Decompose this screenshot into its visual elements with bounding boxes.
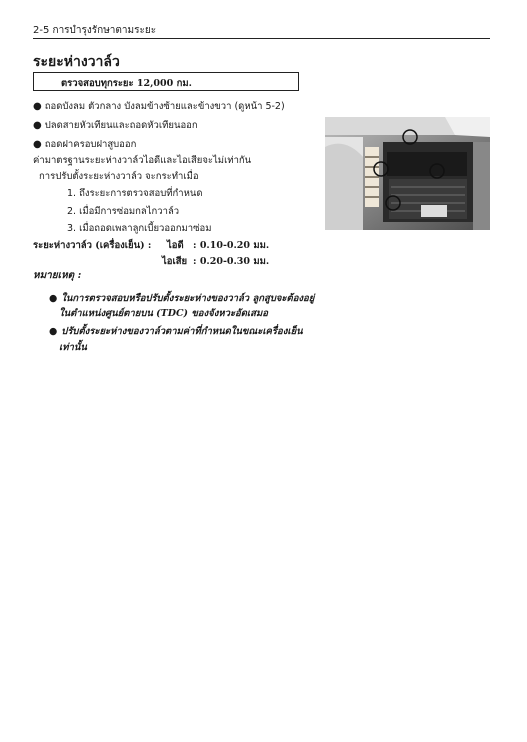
note-text-continued: ในตำแหน่งศูนย์ตายบน (TDC) ของจังหวะอัดเสมอ: [59, 308, 268, 319]
intake-label: ไอดี: [167, 240, 184, 251]
bullet-dot-icon: ●: [33, 139, 42, 150]
bullet-item: [33, 137, 136, 152]
engine-photo-illustration: [325, 117, 490, 230]
condition-step: 3. เมื่อถอดเพลาลูกเบี้ยวออกมาซ่อม: [67, 223, 212, 234]
note-text: ในการตรวจสอบหรือปรับตั้งระยะห่างของวาล์ว ลูกสูบจะต้องอยู่: [61, 293, 315, 304]
bullet-dot-icon: ●: [33, 101, 42, 112]
spec-label: ระยะห่างวาล์ว (เครื่องเย็น) :: [33, 240, 152, 251]
note-item: [49, 291, 314, 306]
section-title: ระยะห่างวาล์ว: [33, 54, 120, 70]
note-title: หมายเหตุ :: [33, 270, 82, 281]
bullet-dot-icon: ●: [49, 293, 58, 304]
engine-cylinder-head-photo: [325, 117, 490, 230]
condition-step: 1. ถึงระยะการตรวจสอบที่กำหนด: [67, 188, 203, 199]
bullet-text: ปลดสายหัวเทียนและถอดหัวเทียนออก: [44, 120, 198, 131]
bullet-item: [33, 99, 285, 114]
bullet-dot-icon: ●: [49, 326, 58, 337]
exhaust-value: : 0.20-0.30 มม.: [193, 256, 270, 267]
bullet-text: ถอดฝาครอบฝาสูบออก: [44, 139, 137, 150]
condition-step: 2. เมื่อมีการซ่อมกลไกวาล์ว: [67, 206, 180, 217]
intake-value: : 0.10-0.20 มม.: [193, 240, 270, 251]
paragraph-line: ค่ามาตรฐานระยะห่างวาล์วไอดีและไอเสียจะไม่เท่ากัน: [33, 155, 252, 166]
note-item: [49, 324, 303, 339]
bullet-text: ถอดบังลม ตัวกลาง บังลมข้างซ้ายและข้างขวา (ดูหน้า 5-2): [44, 101, 285, 112]
bullet-item: [33, 118, 198, 133]
note-text: ปรับตั้งระยะห่างของวาล์วตามค่าที่กำหนดในขณะเครื่องเย็น: [61, 326, 303, 337]
header-rule: [33, 38, 490, 39]
paragraph-line: การปรับตั้งระยะห่างวาล์ว จะกระทำเมื่อ: [39, 171, 199, 182]
inspection-interval-box: ตรวจสอบทุกระยะ 12,000 กม.: [33, 72, 299, 91]
bullet-dot-icon: ●: [33, 120, 42, 131]
note-text-continued: เท่านั้น: [59, 342, 87, 353]
exhaust-label: ไอเสีย: [162, 256, 188, 267]
section-header: 2-5 การบำรุงรักษาตามระยะ: [33, 25, 157, 36]
